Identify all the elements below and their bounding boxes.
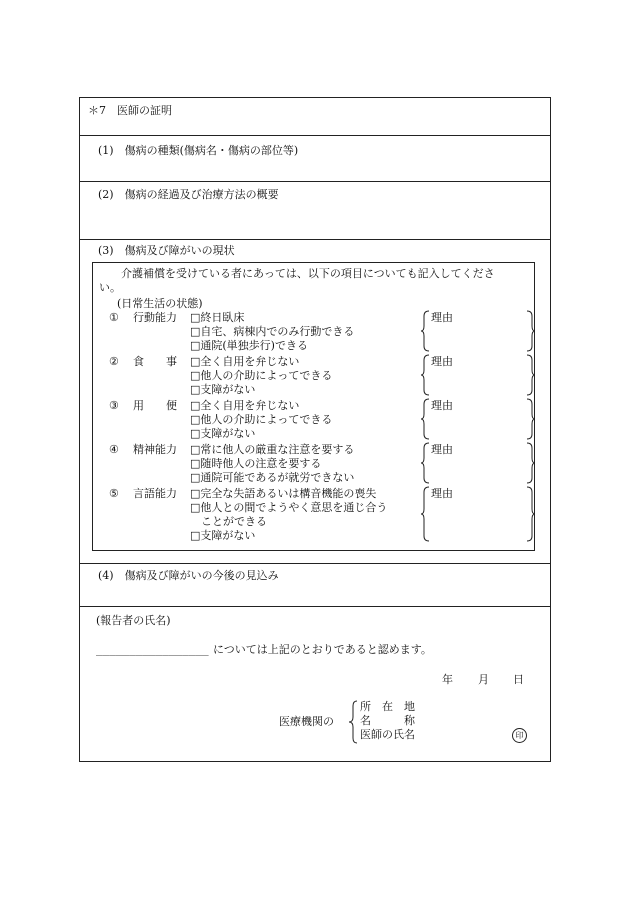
item-4-label: (4) 傷病及び障がいの今後の見込み [98, 569, 279, 582]
reason-bracket-left-5 [421, 486, 431, 542]
name-label: 名 称 [360, 714, 415, 727]
item-1-label: (1) 傷病の種類(傷病名・傷病の部位等) [98, 144, 299, 157]
group-4-option-1[interactable]: □常に他人の厳重な注意を要する [190, 443, 355, 456]
group-2-name: 食 事 [133, 355, 177, 368]
reason-label-1: 理由 [431, 311, 453, 324]
item-3-label: (3) 傷病及び障がいの現状 [98, 244, 235, 257]
reporter-label: (報告者の氏名) [96, 614, 171, 627]
group-4-option-3[interactable]: □通院可能であるが就労できない [190, 471, 355, 484]
reason-bracket-left-2 [421, 354, 431, 396]
month-label: 月 [478, 673, 489, 686]
group-4-option-2[interactable]: □随時他人の注意を要する [190, 457, 322, 470]
note-line-1: 介護補償を受けている者にあっては、以下の項目についても記入してくださ [121, 267, 495, 280]
address-label: 所 在 地 [360, 700, 415, 713]
daily-living-status-box [92, 262, 535, 551]
group-2-number: ② [109, 355, 119, 368]
reason-bracket-right-2 [525, 354, 535, 396]
group-3-option-1[interactable]: □全く自用を弁じない [190, 399, 300, 412]
item-2-label: (2) 傷病の経過及び治療方法の概要 [98, 188, 279, 201]
seal-icon: 印 [512, 728, 527, 743]
group-1-number: ① [109, 311, 119, 324]
year-label: 年 [442, 673, 453, 686]
reason-bracket-left-3 [421, 398, 431, 440]
group-4-name: 精神能力 [133, 443, 177, 456]
institution-label: 医療機関の [279, 715, 334, 728]
doctor-certificate-form [79, 97, 551, 762]
reason-bracket-right-1 [525, 310, 535, 352]
reporter-name-blank[interactable]: _________________ [96, 643, 209, 656]
group-4-number: ④ [109, 443, 119, 456]
group-5-option-3[interactable]: □支障がない [190, 529, 256, 542]
group-2-option-1[interactable]: □全く自用を弁じない [190, 355, 300, 368]
section-7-title: ＊7 医師の証明 [88, 104, 172, 117]
group-3-option-2[interactable]: □他人の介助によってできる [190, 413, 333, 426]
group-3-name: 用 便 [133, 399, 177, 412]
group-3-option-3[interactable]: □支障がない [190, 427, 256, 440]
group-5-name: 言語能力 [133, 487, 177, 500]
divider [80, 181, 550, 182]
group-5-option-2[interactable]: □他人との間でようやく意思を通じ合う [190, 501, 388, 514]
daily-living-heading: (日常生活の状態) [117, 297, 203, 310]
reason-bracket-right-5 [525, 486, 535, 542]
divider [80, 563, 550, 564]
reason-label-3: 理由 [431, 399, 453, 412]
divider [80, 239, 550, 240]
group-3-number: ③ [109, 399, 119, 412]
reason-label-5: 理由 [431, 487, 453, 500]
divider [80, 135, 550, 136]
reason-bracket-right-4 [525, 442, 535, 484]
group-1-option-1[interactable]: □終日臥床 [190, 311, 245, 324]
institution-brace [348, 700, 358, 744]
group-1-option-3[interactable]: □通院(単独歩行)できる [190, 339, 308, 352]
group-2-option-3[interactable]: □支障がない [190, 383, 256, 396]
reason-label-4: 理由 [431, 443, 453, 456]
group-5-number: ⑤ [109, 487, 119, 500]
note-line-2: い。 [99, 281, 121, 294]
reason-bracket-left-4 [421, 442, 431, 484]
day-label: 日 [513, 673, 524, 686]
reason-bracket-right-3 [525, 398, 535, 440]
certify-text: については上記のとおりであると認めます。 [213, 643, 432, 656]
group-5-option-1[interactable]: □完全な失語あるいは構音機能の喪失 [190, 487, 377, 500]
divider [80, 606, 550, 607]
group-5-option-2-continued: ことができる [190, 515, 267, 528]
reason-bracket-left-1 [421, 310, 431, 352]
group-1-name: 行動能力 [133, 311, 177, 324]
group-1-option-2[interactable]: □自宅、病棟内でのみ行動できる [190, 325, 355, 338]
reason-label-2: 理由 [431, 355, 453, 368]
doctor-name-label: 医師の氏名 [360, 728, 415, 741]
group-2-option-2[interactable]: □他人の介助によってできる [190, 369, 333, 382]
